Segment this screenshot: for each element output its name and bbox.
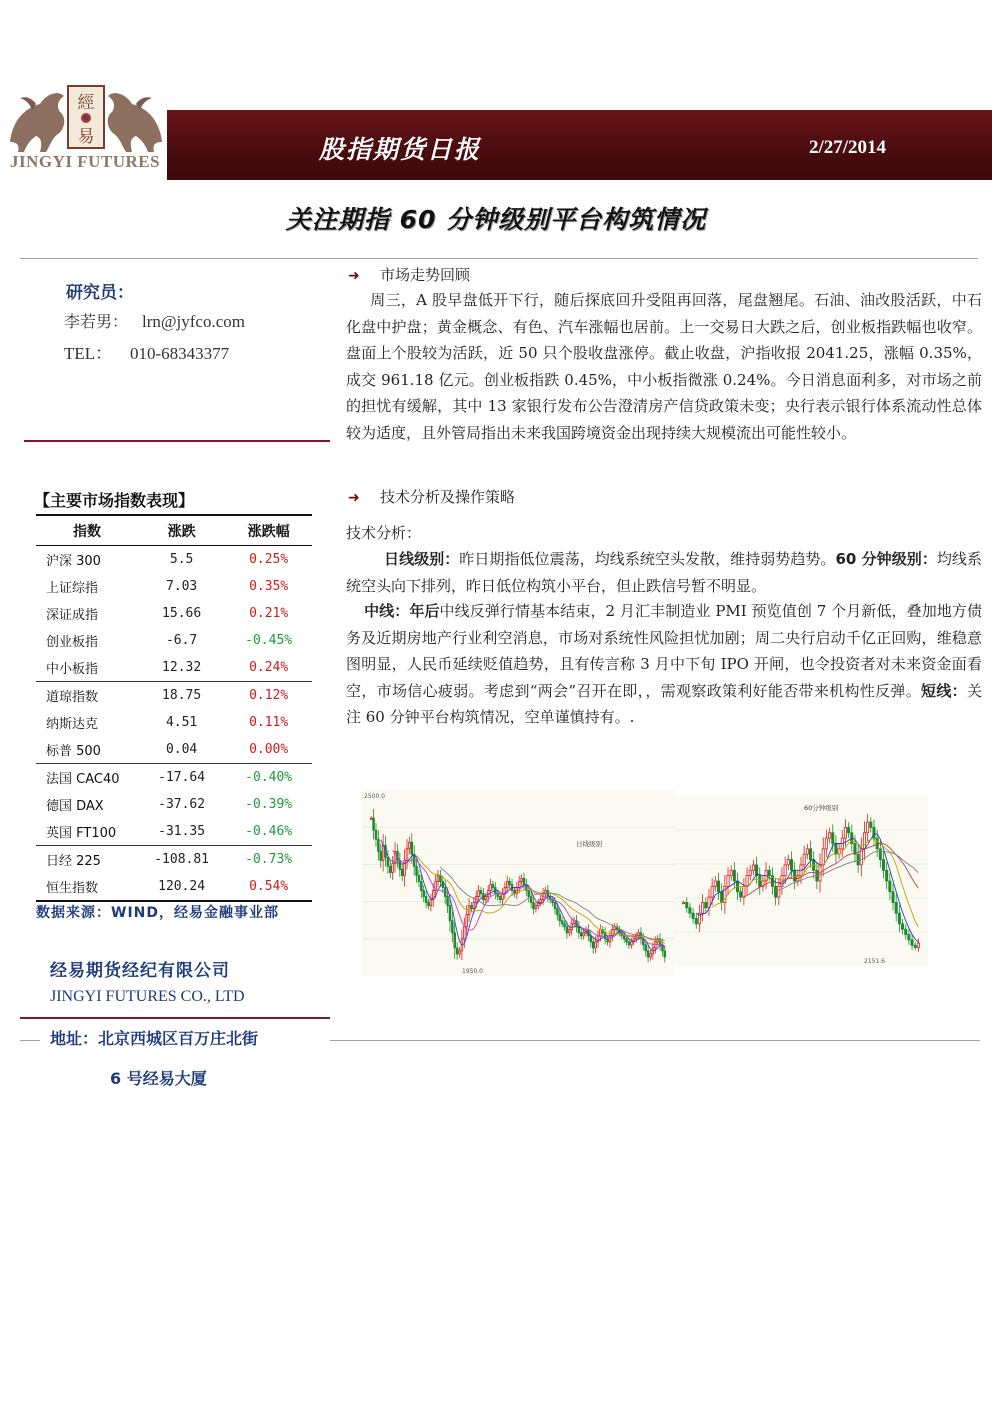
candle-body — [380, 851, 382, 860]
candle-body — [554, 903, 556, 909]
candle-body — [784, 865, 786, 876]
svg-text:經: 經 — [77, 93, 95, 113]
candle-body — [530, 897, 532, 903]
change-cell: -37.62 — [158, 797, 206, 812]
candle-body — [564, 924, 566, 927]
candle-body — [898, 913, 900, 924]
candle-body — [418, 875, 420, 881]
candle-body — [650, 954, 652, 957]
candle-body — [425, 897, 427, 903]
company-logo — [6, 82, 166, 178]
candle-body — [557, 909, 559, 915]
candle-body — [499, 897, 501, 900]
arrow-bullet-icon: ➜ — [348, 490, 360, 506]
index-table-body — [36, 546, 312, 902]
table-row — [36, 846, 312, 874]
top-divider — [20, 258, 978, 259]
short-text: 关注 60 分钟平台构筑情况，空单谨慎持有。. — [346, 681, 982, 726]
candle-body — [411, 842, 413, 854]
candle-body — [492, 885, 494, 888]
candle-body — [578, 927, 580, 933]
mid-label: 中线： — [364, 602, 410, 620]
data-source: 数据来源：WIND，经易金融事业部 — [36, 905, 279, 921]
candle-body — [717, 881, 719, 892]
candle-body — [413, 854, 415, 866]
candle-body — [714, 881, 716, 886]
candle-body — [430, 900, 432, 906]
candle-body — [592, 942, 594, 948]
tel-label: TEL： — [64, 344, 113, 363]
candle-body — [528, 891, 530, 897]
index-name-cell: 英国 FT100 — [36, 818, 138, 846]
table-row — [36, 654, 312, 682]
table-row — [36, 600, 312, 627]
candle-body — [518, 881, 520, 887]
candle-body — [901, 924, 903, 929]
candle-body — [506, 881, 508, 887]
pct-cell: -0.45% — [245, 633, 293, 648]
pct-cell: 0.35% — [249, 579, 289, 594]
change-cell: -108.81 — [154, 852, 210, 867]
candle-body — [600, 930, 602, 936]
candle-body — [806, 849, 808, 854]
candle-body — [509, 881, 511, 884]
candle-body — [730, 870, 732, 875]
candle-body — [721, 892, 723, 903]
short-label: 短线： — [921, 681, 967, 700]
index-table-heading: 【主要市场指数表现】 — [34, 491, 195, 510]
change-cell: 5.5 — [169, 552, 194, 567]
candle-body — [844, 827, 846, 838]
mid-bold: 年后 — [409, 602, 440, 620]
market-review-text — [346, 287, 982, 446]
change-cell: -31.35 — [138, 818, 225, 846]
candle-body — [523, 878, 525, 884]
bull-bear-logo-icon — [6, 82, 166, 156]
researcher-name: 李若男： — [64, 312, 129, 331]
address-line-1: 地址：北京西城区百万庄北街 — [50, 1029, 259, 1048]
candle-body — [759, 876, 761, 887]
researcher-heading: 研究员： — [66, 283, 134, 303]
candle-body — [375, 830, 377, 839]
table-row — [36, 764, 312, 792]
index-table — [36, 514, 312, 902]
candle-body — [480, 891, 482, 894]
candle-body — [740, 892, 742, 897]
candle-body — [778, 886, 780, 897]
candle-body — [521, 878, 523, 881]
candle-body — [540, 900, 542, 903]
candle-body — [809, 849, 811, 860]
candle-body — [705, 902, 707, 907]
table-row — [36, 736, 312, 764]
candle-body — [571, 924, 573, 930]
candle-body — [406, 848, 408, 860]
index-name-cell: 沪深 300 — [46, 554, 101, 569]
pct-cell: -0.73% — [245, 852, 293, 867]
candle-body — [456, 948, 458, 954]
candle-body — [803, 854, 805, 865]
candle-body — [590, 936, 592, 942]
candle-body — [645, 945, 647, 951]
table-row — [36, 682, 312, 710]
candle-body — [547, 891, 549, 897]
candle-body — [892, 892, 894, 903]
change-cell: 15.66 — [162, 606, 202, 621]
change-cell: -17.64 — [158, 770, 206, 785]
pct-cell: -0.40% — [245, 770, 293, 785]
candle-body — [787, 860, 789, 865]
candle-body — [447, 897, 449, 906]
section-technical-heading — [348, 486, 515, 507]
change-cell: 4.51 — [165, 715, 198, 730]
candle-body — [449, 906, 451, 921]
candle-body — [607, 939, 609, 942]
candle-body — [595, 942, 597, 948]
table-row — [36, 573, 312, 600]
candle-body — [437, 875, 439, 881]
candle-body — [832, 833, 834, 844]
candle-body — [497, 894, 499, 897]
candle-body — [905, 929, 907, 934]
pct-cell: 0.24% — [225, 654, 312, 682]
candle-body — [775, 886, 777, 897]
candle-body — [401, 869, 403, 875]
index-name-cell: 中小板指 — [36, 654, 138, 682]
pct-cell: -0.46% — [225, 818, 312, 846]
candle-body — [389, 866, 391, 872]
candle-body — [378, 839, 380, 851]
index-name-cell: 深证成指 — [46, 608, 99, 623]
candle-body — [452, 921, 454, 933]
candle-body — [623, 936, 625, 939]
candle-body — [559, 915, 561, 921]
change-cell: 0.04 — [138, 736, 225, 764]
kline-chart-svg — [362, 790, 928, 976]
change-cell: 12.32 — [138, 654, 225, 682]
brand-name-en: JINGYI FUTURES — [10, 152, 161, 171]
candle-body — [835, 844, 837, 855]
candle-body — [416, 866, 418, 875]
bottom-divider — [330, 1040, 980, 1041]
table-row — [36, 709, 312, 736]
candle-body — [485, 897, 487, 900]
candle-body — [682, 902, 684, 903]
candle-body — [568, 930, 570, 933]
candle-body — [420, 881, 422, 890]
table-row — [36, 818, 312, 846]
section-title: 市场走势回顾 — [380, 266, 471, 284]
pct-cell: 0.00% — [225, 736, 312, 764]
candle-body — [908, 935, 910, 940]
candle-body — [749, 870, 751, 875]
candle-body — [743, 886, 745, 897]
candle-body — [863, 833, 865, 849]
candle-body — [847, 827, 849, 832]
candle-body — [828, 833, 830, 838]
candle-body — [387, 857, 389, 866]
candle-body — [790, 860, 792, 871]
headline: 关注期指 60 分钟级别平台构筑情况 — [285, 205, 707, 234]
candle-body — [867, 822, 869, 833]
report-title: 股指期货日报 — [319, 135, 482, 164]
svg-text:易: 易 — [77, 127, 95, 147]
candle-body — [752, 865, 754, 870]
researcher-tel: 010-68343377 — [130, 344, 230, 363]
col-header-pct: 涨跌幅 — [225, 515, 312, 546]
arrow-bullet-icon: ➜ — [348, 268, 360, 284]
candle-body — [392, 863, 394, 872]
company-name-en: JINGYI FUTURES CO., LTD — [50, 988, 245, 1005]
pct-cell: 0.11% — [249, 715, 289, 730]
researcher-email[interactable]: lrn@jyfco.com — [142, 312, 245, 331]
candle-body — [733, 870, 735, 881]
candle-body — [473, 903, 475, 909]
index-name-cell: 道琼指数 — [46, 690, 99, 705]
researcher-name-line — [64, 309, 245, 332]
mid-text: 中线反弹行情基本结束，2 月汇丰制造业 PMI 预览值创 7 个月新低，叠加地方债务及近期房地产行业利空消息，市场对系统性风险担忧加剧；周二央行启动千亿正回购，维稳意图明显，人民币延续贬值趋势，且有传言称 3 月中下旬 IPO 开闸，也令投资者对未来资金面看空，市场信心疲弱。考虑到“两会”召开在即，，需观察政策利好能否带来机构性反弹。 — [346, 602, 982, 700]
col-header-index: 指数 — [36, 515, 138, 546]
index-name-cell: 上证综指 — [46, 581, 99, 596]
candle-body — [711, 886, 713, 897]
chart-annotation: 60分钟级别 — [804, 804, 839, 812]
researcher-tel-line — [64, 339, 229, 364]
candle-body — [471, 906, 473, 909]
candle-body — [917, 943, 919, 947]
candle-body — [428, 903, 430, 906]
candle-body — [631, 942, 633, 945]
pct-cell: 0.54% — [225, 873, 312, 901]
candle-body — [535, 906, 537, 909]
candle-body — [454, 933, 456, 948]
candle-body — [727, 876, 729, 887]
index-name-cell: 恒生指数 — [36, 873, 138, 901]
candle-body — [755, 865, 757, 876]
candle-body — [768, 870, 770, 875]
table-header-row — [36, 515, 312, 546]
candle-body — [614, 927, 616, 930]
candle-body — [695, 919, 697, 924]
candle-body — [746, 876, 748, 887]
index-name-cell: 标普 500 — [36, 736, 138, 764]
index-name-cell: 创业板指 — [46, 635, 99, 650]
candle-body — [911, 940, 913, 945]
candle-body — [423, 891, 425, 897]
col-header-change: 涨跌 — [138, 515, 225, 546]
technical-text — [346, 546, 982, 599]
kline-charts — [362, 790, 928, 976]
candle-body — [794, 870, 796, 881]
candle-body — [889, 881, 891, 892]
pct-cell: 0.25% — [249, 552, 289, 567]
candle-body — [876, 838, 878, 849]
candle-body — [583, 933, 585, 936]
candle-body — [399, 860, 401, 869]
candle-body — [882, 860, 884, 871]
candle-body — [409, 842, 411, 848]
change-cell: -6.7 — [165, 633, 198, 648]
pct-cell: -0.39% — [245, 797, 293, 812]
address-divider — [20, 1017, 330, 1019]
candle-body — [914, 945, 916, 947]
daily-text: 昨日期指低位震荡，均线系统空头发散，维持弱势趋势。 — [459, 550, 836, 568]
daily-label: 日线级别： — [384, 550, 460, 568]
pct-cell: 0.21% — [249, 606, 289, 621]
candle-body — [611, 930, 613, 936]
candle-body — [626, 939, 628, 942]
candle-body — [879, 849, 881, 860]
y-bottom-label: 1950.0 — [462, 968, 483, 975]
candle-body — [822, 849, 824, 865]
candle-body — [478, 891, 480, 897]
table-row — [36, 546, 312, 574]
candle-body — [609, 936, 611, 942]
candle-body — [870, 822, 872, 827]
candle-body — [463, 927, 465, 939]
change-cell: 18.75 — [162, 688, 202, 703]
candle-body — [459, 951, 461, 954]
candle-body — [370, 818, 372, 819]
index-name-cell: 法国 CAC40 — [46, 772, 120, 787]
market-review-body: 周三，A 股早盘低开下行，随后探底回升受阻再回落，尾盘翘尾。石油、油改股活跃，中石化盘中护盘；黄金概念、有色、汽车涨幅也居前。上一交易日大跌之后，创业板指跌幅也收窄。盘面上个股较为活跃，近 50 只个股收盘涨停。截止收盘，沪指收报 2041.25，涨幅 0.35%，成交 961.18 亿元。创业板指跌 0.45%，中小板指微涨 0.24%。今日消息面利多，对市场之前的担忧有缓解，其中 13 家银行发布公告澄清房产信贷政策未变；央行表示银行体系流动性总体较为适度，且外管局指出未来我国跨境资金出现持续大规模流出可能性较小。 — [346, 291, 982, 442]
candle-body — [857, 854, 859, 865]
report-date: 2/27/2014 — [808, 137, 886, 158]
m60-text: 均线系统空头向下排列，昨日低位构筑小平台，但止跌信号暂不明显。 — [346, 550, 982, 595]
candle-body — [686, 902, 688, 907]
y-top-label: 2500.0 — [364, 793, 385, 800]
report-banner — [167, 110, 992, 180]
section-market-review-heading — [348, 264, 470, 285]
index-name-cell: 德国 DAX — [46, 799, 104, 814]
candle-body — [490, 885, 492, 891]
table-row — [36, 791, 312, 818]
candle-body — [689, 908, 691, 913]
candle-body — [647, 951, 649, 957]
candle-body — [825, 838, 827, 849]
chart-annotation: 日线级别 — [576, 840, 602, 848]
candle-body — [373, 818, 375, 830]
mid-term-text — [346, 598, 982, 731]
candle-body — [533, 903, 535, 909]
y-bottom-label: 2151.6 — [864, 958, 885, 965]
company-name-cn: 经易期货经纪有限公司 — [50, 961, 230, 981]
table-row — [36, 627, 312, 654]
candle-body — [654, 942, 656, 948]
candle-body — [638, 933, 640, 936]
m60-label: 60 分钟级别： — [835, 550, 937, 568]
candle-body — [566, 927, 568, 933]
address-divider-stub — [20, 1040, 40, 1041]
table-row — [36, 873, 312, 901]
technical-label: 技术分析： — [346, 524, 422, 542]
candle-body — [580, 933, 582, 936]
change-cell: 120.24 — [138, 873, 225, 901]
researcher-divider — [24, 440, 330, 442]
section-title: 技术分析及操作策略 — [380, 488, 516, 506]
candle-body — [873, 827, 875, 838]
change-cell: 7.03 — [165, 579, 198, 594]
pct-cell: 0.12% — [249, 688, 289, 703]
candle-body — [692, 913, 694, 918]
candle-body — [561, 921, 563, 924]
index-name-cell: 日经 225 — [46, 854, 101, 869]
candle-body — [895, 902, 897, 913]
candle-body — [664, 951, 666, 957]
candle-body — [702, 902, 704, 913]
candle-body — [886, 870, 888, 881]
candle-body — [466, 915, 468, 927]
address-line-2: 6 号经易大厦 — [110, 1069, 207, 1088]
index-name-cell: 纳斯达克 — [46, 717, 99, 732]
candle-body — [628, 942, 630, 945]
